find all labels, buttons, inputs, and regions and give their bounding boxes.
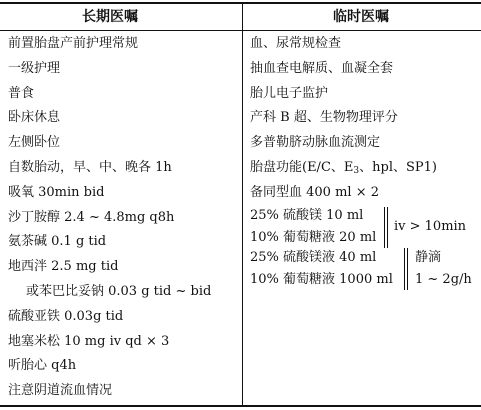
placental-function-suffix: 、hpl、SP1) — [359, 160, 437, 175]
group1-line: 10% 葡萄糖液 20 ml — [250, 230, 377, 245]
long-term-item: 左侧卧位 — [8, 135, 61, 150]
long-term-item: 地塞米松 10 mg iv qd × 3 — [8, 334, 170, 349]
long-term-item: 前置胎盘产前护理常规 — [8, 36, 139, 51]
long-term-item: 一级护理 — [8, 61, 61, 76]
group2-line: 10% 葡萄糖液 1000 ml — [250, 272, 393, 287]
group1-route: iv > 10min — [394, 219, 467, 234]
long-term-item: 吸氧 30min bid — [8, 185, 105, 200]
long-term-item: 氨茶碱 0.1 g tid — [8, 234, 107, 249]
long-term-item: 听胎心 q4h — [8, 358, 77, 373]
long-term-item: 沙丁胺醇 2.4 ~ 4.8mg q8h — [8, 210, 175, 225]
column-divider — [242, 3, 243, 406]
placental-function-prefix: 胎盘功能(E/C、E — [250, 160, 354, 175]
group1-line: 25% 硫酸镁 10 ml — [250, 208, 364, 223]
group1-bracket — [384, 207, 385, 248]
long-term-item: 地西泮 2.5 mg tid — [8, 259, 119, 274]
group2-route-top: 静滴 — [415, 250, 442, 265]
group1-bracket — [387, 207, 388, 248]
group2-route-bottom: 1 ~ 2g/h — [415, 272, 472, 287]
temporary-item-placental-function — [250, 160, 437, 176]
group2-bracket — [407, 248, 408, 290]
header-temporary: 临时医嘱 — [333, 9, 389, 25]
temporary-item: 多普勒脐动脉血流测定 — [250, 135, 381, 150]
long-term-item: 自数胎动，早、中、晚各 1h — [8, 160, 172, 175]
temporary-item-blood-prep: 备同型血 400 ml × 2 — [250, 185, 379, 200]
table-header-rule — [0, 30, 481, 31]
long-term-item: 硫酸亚铁 0.03g tid — [8, 309, 124, 324]
table-top-rule — [0, 2, 481, 4]
temporary-item: 抽血查电解质、血凝全套 — [250, 61, 394, 76]
temporary-item: 血、尿常规检查 — [250, 36, 342, 51]
long-term-item: 注意阴道流血情况 — [8, 383, 113, 398]
long-term-item: 普食 — [8, 86, 35, 101]
table-bottom-rule — [0, 405, 481, 407]
long-term-item-alternative: 或苯巴比妥钠 0.03 g tid ~ bid — [26, 284, 212, 299]
group2-line: 25% 硫酸镁液 40 ml — [250, 250, 377, 265]
temporary-item: 胎儿电子监护 — [250, 86, 329, 101]
placental-function-subscript: 3 — [353, 166, 360, 176]
group2-bracket — [404, 248, 405, 290]
long-term-item: 卧床休息 — [8, 110, 61, 125]
temporary-item: 产科 B 超、生物物理评分 — [250, 110, 398, 125]
header-long-term: 长期医嘱 — [82, 9, 138, 25]
